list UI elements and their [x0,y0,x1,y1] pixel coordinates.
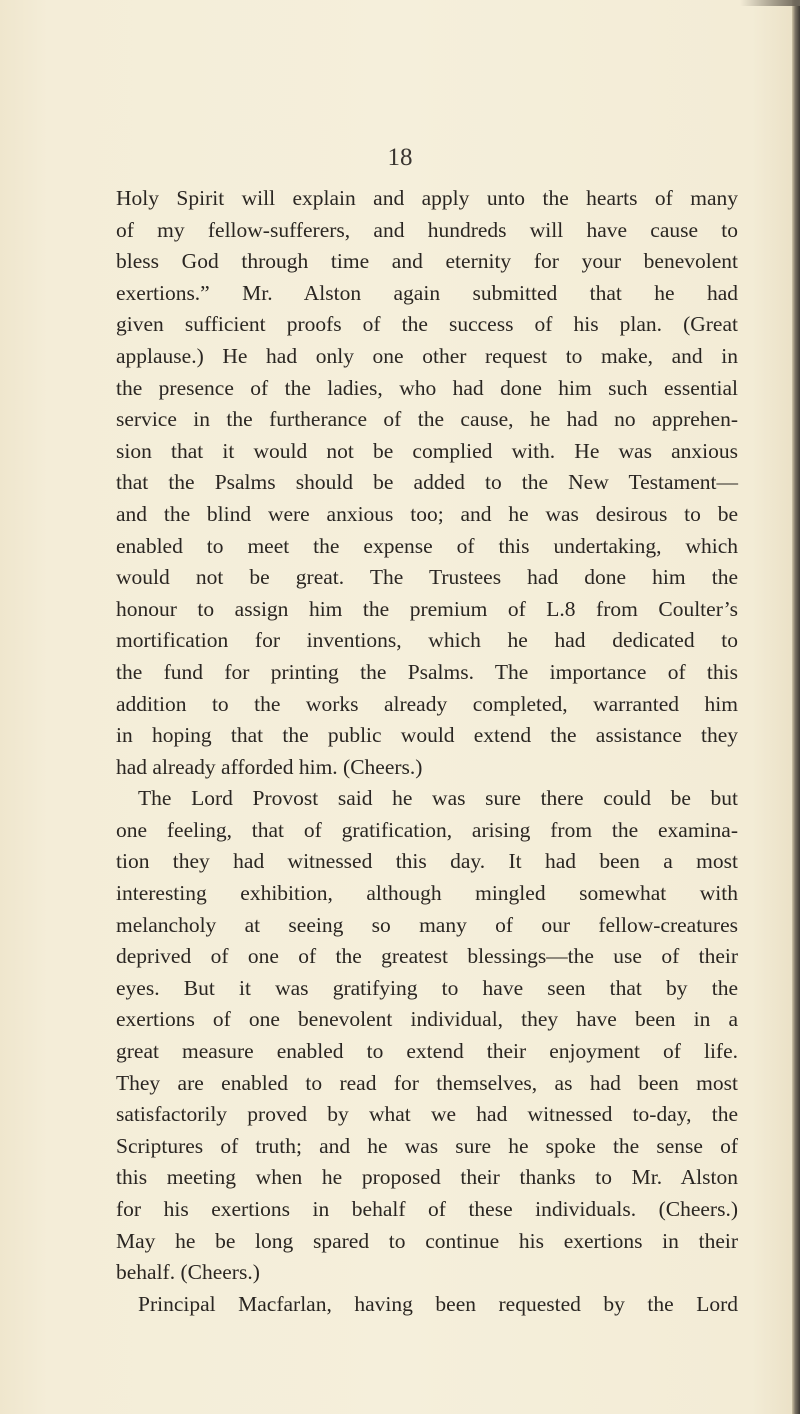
text-line: for his exertions in behalf of these individuals. (Cheers.) [116,1197,738,1221]
text-line: satisfactorily proved by what we had witnessed to-day, the [116,1102,738,1127]
text-line: bless God through time and eternity for your benevolent [116,249,738,274]
text-line: great measure enabled to extend their enjoyment of life. [116,1039,738,1064]
text-line: honour to assign him the premium of L.8 from Coulter’s [116,596,738,621]
text-line: melancholy at seeing so many of our fellow-creatures [116,912,738,937]
text-line: would not be great. The Trustees had done him the [116,565,738,590]
text-line: The Lord Provost said he was sure there could be but [138,786,738,811]
page-edge-shadow [792,0,800,1414]
text-line: They are enabled to read for themselves, as had been most [116,1070,738,1095]
text-line: that the Psalms should be added to the New Testament— [116,470,738,495]
text-line: Principal Macfarlan, having been requested by the Lord [138,1291,738,1316]
text-line: and the blind were anxious too; and he was desirous to be [116,501,738,526]
text-line: given sufficient proofs of the success of his plan. (Great [116,312,738,337]
text-line: this meeting when he proposed their thanks to Mr. Alston [116,1165,738,1190]
text-line: had already afforded him. (Cheers.) [116,754,423,779]
text-line: sion that it would not be complied with. He was anxious [116,438,738,463]
text-line: Holy Spirit will explain and apply unto the hearts of many [116,186,738,210]
text-line: the presence of the ladies, who had done him such essential [116,375,738,400]
text-line: behalf. (Cheers.) [116,1260,260,1285]
page-corner-shadow [740,0,800,6]
text-line: service in the furtherance of the cause, he had no apprehen- [116,407,738,432]
text-line: deprived of one of the greatest blessings—the use of their [116,944,738,969]
text-line: applause.) He had only one other request to make, and in [116,343,738,368]
text-line: eyes. But it was gratifying to have seen that by the [116,975,738,1000]
text-line: mortification for inventions, which he had dedicated to [116,628,738,653]
text-line: enabled to meet the expense of this undertaking, which [116,533,738,558]
page-number: 18 [387,144,413,171]
text-line: Scriptures of truth; and he was sure he spoke the sense of [116,1133,738,1158]
text-line: of my fellow-sufferers, and hundreds will have cause to [116,217,738,242]
text-line: May he be long spared to continue his exertions in their [116,1228,738,1253]
text-line: tion they had witnessed this day. It had been a most [116,849,738,874]
body-text [116,183,738,1320]
text-line: exertions of one benevolent individual, they have been in a [116,1007,738,1032]
text-line: exertions.” Mr. Alston again submitted that he had [116,280,738,305]
text-line: in hoping that the public would extend the assistance they [116,723,738,748]
text-line: the fund for printing the Psalms. The importance of this [116,659,738,684]
text-line: interesting exhibition, although mingled somewhat with [116,881,738,906]
text-line: addition to the works already completed, warranted him [116,691,738,716]
text-line: one feeling, that of gratification, arising from the examina- [116,817,738,842]
